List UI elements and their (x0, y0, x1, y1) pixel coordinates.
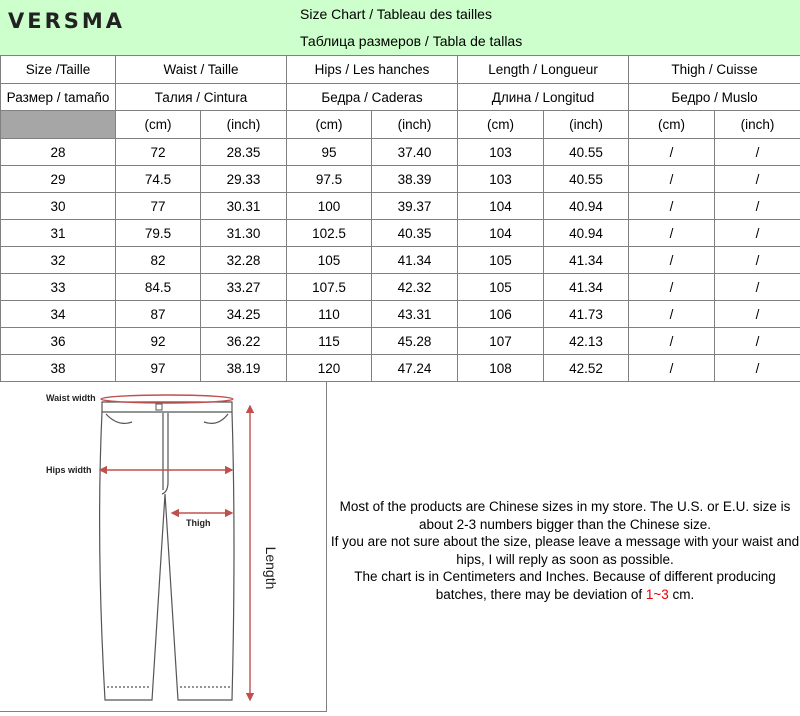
hips-inch-cell: 43.31 (372, 301, 458, 328)
header-row-2 (1, 84, 800, 111)
length-inch-cell: 40.94 (544, 220, 629, 247)
thigh-inch-cell: / (715, 166, 800, 193)
note-line: about 2-3 numbers bigger than the Chinese size. (330, 516, 800, 534)
size-table (0, 55, 800, 382)
length-cm-cell: 108 (458, 355, 544, 382)
thigh-inch-cell: / (715, 193, 800, 220)
note-line: hips, I will reply as soon as possible. (330, 551, 800, 569)
table-row (1, 247, 800, 274)
length-header-ru-es: Длина / Longitud (458, 84, 629, 111)
waist-cm-cell: 97 (116, 355, 201, 382)
thigh-inch-cell: / (715, 328, 800, 355)
waist-inch-cell: 34.25 (201, 301, 287, 328)
unit-cm: (cm) (287, 111, 372, 139)
header-banner (0, 0, 800, 55)
waist-header-ru-es: Талия / Cintura (116, 84, 287, 111)
thigh-cm-cell: / (629, 328, 715, 355)
thigh-cm-cell: / (629, 193, 715, 220)
note-line: If you are not sure about the size, please leave a message with your waist and (330, 533, 800, 551)
thigh-inch-cell: / (715, 355, 800, 382)
length-label: Length (263, 547, 279, 590)
size-cell: 30 (1, 193, 116, 220)
waist-cm-cell: 82 (116, 247, 201, 274)
unit-cm: (cm) (629, 111, 715, 139)
size-note (330, 498, 800, 603)
note-text: cm. (669, 587, 695, 602)
pants-outline-icon (100, 402, 234, 700)
note-line: Most of the products are Chinese sizes in my store. The U.S. or E.U. size is (330, 498, 800, 516)
thigh-header-ru-es: Бедро / Muslo (629, 84, 800, 111)
hips-header: Hips / Les hanches (287, 56, 458, 84)
length-inch-cell: 40.55 (544, 139, 629, 166)
waist-cm-cell: 87 (116, 301, 201, 328)
thigh-cm-cell: / (629, 247, 715, 274)
hips-inch-cell: 45.28 (372, 328, 458, 355)
size-header: Size /Taille (1, 56, 116, 84)
waist-inch-cell: 32.28 (201, 247, 287, 274)
waist-width-label: Waist width (46, 393, 96, 403)
length-cm-cell: 104 (458, 193, 544, 220)
table-row (1, 274, 800, 301)
length-inch-cell: 41.34 (544, 247, 629, 274)
length-cm-cell: 103 (458, 166, 544, 193)
unit-inch: (inch) (372, 111, 458, 139)
size-cell: 36 (1, 328, 116, 355)
hips-cm-cell: 115 (287, 328, 372, 355)
thigh-cm-cell: / (629, 355, 715, 382)
length-inch-cell: 42.13 (544, 328, 629, 355)
hips-cm-cell: 97.5 (287, 166, 372, 193)
table-row (1, 166, 800, 193)
hips-inch-cell: 47.24 (372, 355, 458, 382)
hips-inch-cell: 39.37 (372, 193, 458, 220)
chart-title-line1: Size Chart / Tableau des tailles (300, 6, 492, 22)
unit-inch: (inch) (544, 111, 629, 139)
waist-inch-cell: 28.35 (201, 139, 287, 166)
unit-cm: (cm) (458, 111, 544, 139)
size-header-ru-es: Размер / tamaño (1, 84, 116, 111)
table-row (1, 328, 800, 355)
length-cm-cell: 105 (458, 274, 544, 301)
thigh-cm-cell: / (629, 139, 715, 166)
hips-width-label: Hips width (46, 465, 92, 475)
hips-header-ru-es: Бедра / Caderas (287, 84, 458, 111)
length-inch-cell: 41.73 (544, 301, 629, 328)
length-cm-cell: 105 (458, 247, 544, 274)
gray-corner-cell (1, 111, 116, 139)
unit-row (1, 111, 800, 139)
length-cm-cell: 106 (458, 301, 544, 328)
hips-cm-cell: 107.5 (287, 274, 372, 301)
hips-cm-cell: 100 (287, 193, 372, 220)
thigh-inch-cell: / (715, 301, 800, 328)
waist-header: Waist / Taille (116, 56, 287, 84)
waist-inch-cell: 38.19 (201, 355, 287, 382)
length-header: Length / Longueur (458, 56, 629, 84)
note-line (330, 586, 800, 604)
thigh-cm-cell: / (629, 220, 715, 247)
pants-diagram (0, 382, 326, 711)
waist-cm-cell: 92 (116, 328, 201, 355)
waist-inch-cell: 30.31 (201, 193, 287, 220)
table-row (1, 220, 800, 247)
hips-cm-cell: 110 (287, 301, 372, 328)
note-line: The chart is in Centimeters and Inches. Because of different producing (330, 568, 800, 586)
length-inch-cell: 41.34 (544, 274, 629, 301)
length-inch-cell: 40.94 (544, 193, 629, 220)
bottom-section (0, 382, 800, 713)
size-cell: 31 (1, 220, 116, 247)
hips-cm-cell: 102.5 (287, 220, 372, 247)
waist-inch-cell: 31.30 (201, 220, 287, 247)
hips-inch-cell: 38.39 (372, 166, 458, 193)
deviation-range: 1~3 (646, 587, 669, 602)
table-row (1, 301, 800, 328)
unit-inch: (inch) (715, 111, 800, 139)
hips-cm-cell: 95 (287, 139, 372, 166)
thigh-inch-cell: / (715, 220, 800, 247)
pants-diagram-panel (0, 382, 327, 712)
thigh-inch-cell: / (715, 139, 800, 166)
waist-cm-cell: 74.5 (116, 166, 201, 193)
chart-title-line2: Таблица размеров / Tabla de tallas (300, 33, 522, 49)
length-cm-cell: 103 (458, 139, 544, 166)
hips-inch-cell: 37.40 (372, 139, 458, 166)
size-cell: 38 (1, 355, 116, 382)
hips-inch-cell: 40.35 (372, 220, 458, 247)
thigh-cm-cell: / (629, 301, 715, 328)
unit-inch: (inch) (201, 111, 287, 139)
table-row (1, 193, 800, 220)
waist-inch-cell: 29.33 (201, 166, 287, 193)
header-row-1 (1, 56, 800, 84)
size-cell: 32 (1, 247, 116, 274)
belt-loop-icon (156, 404, 162, 410)
table-row (1, 139, 800, 166)
size-cell: 28 (1, 139, 116, 166)
thigh-label: Thigh (186, 518, 211, 528)
size-cell: 33 (1, 274, 116, 301)
thigh-cm-cell: / (629, 166, 715, 193)
thigh-header: Thigh / Cuisse (629, 56, 800, 84)
hips-cm-cell: 105 (287, 247, 372, 274)
waist-cm-cell: 72 (116, 139, 201, 166)
hips-inch-cell: 41.34 (372, 247, 458, 274)
length-cm-cell: 104 (458, 220, 544, 247)
unit-cm: (cm) (116, 111, 201, 139)
hips-inch-cell: 42.32 (372, 274, 458, 301)
length-cm-cell: 107 (458, 328, 544, 355)
thigh-cm-cell: / (629, 274, 715, 301)
size-cell: 34 (1, 301, 116, 328)
table-row (1, 355, 800, 382)
waist-cm-cell: 77 (116, 193, 201, 220)
length-inch-cell: 42.52 (544, 355, 629, 382)
thigh-inch-cell: / (715, 274, 800, 301)
length-inch-cell: 40.55 (544, 166, 629, 193)
waist-inch-cell: 36.22 (201, 328, 287, 355)
waist-cm-cell: 79.5 (116, 220, 201, 247)
waist-inch-cell: 33.27 (201, 274, 287, 301)
brand-logo: VERSMA (8, 9, 125, 33)
hips-cm-cell: 120 (287, 355, 372, 382)
note-text: batches, there may be deviation of (436, 587, 646, 602)
size-cell: 29 (1, 166, 116, 193)
thigh-inch-cell: / (715, 247, 800, 274)
waist-cm-cell: 84.5 (116, 274, 201, 301)
